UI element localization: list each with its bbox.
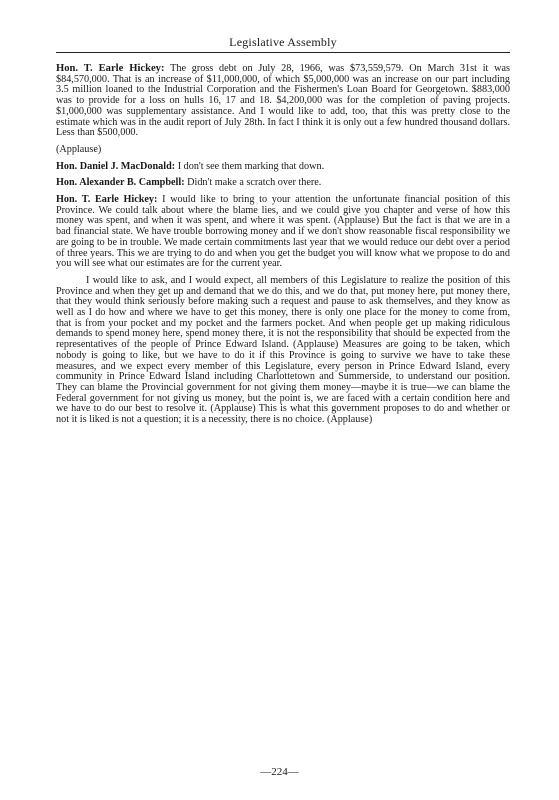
paragraph-hickey-finances — [56, 195, 510, 270]
speech-text: I would like to bring to your attention the unfortunate financial position of this Province. We could talk about where the blame lies, and we could give you chapter and verse of how this money was spent, and when it was spent, and where it was spent. (Applause) But the fact is that we are in a bad financial state. We have trouble borrowing money and if we don't show reasonable fiscal responsibility we are going to be in trouble. We made certain commitments last year that we would reduce our debt over a period of three years. This we are trying to do and when you get the budget you will know what we propose to do and you will see what our estimates are for the current year. — [56, 194, 510, 270]
paragraph-hickey-debt — [56, 64, 510, 139]
header-rule — [56, 52, 510, 53]
paragraph-applause — [56, 145, 510, 156]
speaker-name: Hon. Daniel J. MacDonald: — [56, 160, 176, 172]
speaker-name: Hon. Alexander B. Campbell: — [56, 177, 185, 189]
paragraph-hickey-legislature — [56, 276, 510, 426]
speech-text: Didn't make a scratch over there. — [184, 177, 322, 189]
speech-text: I don't see them marking that down. — [175, 160, 325, 172]
paragraph-macdonald — [56, 162, 510, 173]
speech-text: (Applause) — [56, 143, 102, 155]
speech-text: I would like to ask, and I would expect, all members of this Legislature to realize the position of this Province and when they get up and demand that we do this, and we do that, put money here, put money there, that they would think seriously before making such a request and pause to ask themselves, and they know as well as I do how and where we have to get this money, there is only one place for the money to come from, that is from your pocket and my pocket and the farmers pocket. And when people get up making ridiculous demands to spend money here, spend money there, it is not the responsibility that should be expected from the representatives of the people of Prince Edward Island. (Applause) Measures are going to be taken, which nobody is going to like, but we have to do it if this Province is going to survive we have to take these measures, and we expect every member of this Legislature, every person in Prince Edward Island, every community in Prince Edward Island including Charlottetown and Summerside, to understand our position. They can blame the Provincial government for not giving them money—maybe it is true—we can blame the Federal government for not giving us money, but the point is, we are faced with a certain condition here and we have to do our best to resolve it. (Applause) This is what this government proposes to do and whether or not it is liked is not a question; it is a necessity, there is no choice. (Applause) — [56, 274, 510, 426]
page-number: —224— — [260, 766, 299, 778]
transcript-body — [56, 64, 510, 432]
paragraph-campbell — [56, 178, 510, 189]
running-header: Legislative Assembly — [229, 35, 337, 49]
speaker-name: Hon. T. Earle Hickey: — [56, 63, 165, 74]
speech-text: The gross debt on July 28, 1966, was $73,559,579. On March 31st it was $84,570,000. That is an increase of $11,000,000, of which $5,000,000 was an increase on our part including 3.5 million loaned to the Industrial Corporation and the Fishermen's Loan Board for Georgetown. $883,000 was to provide for a loss on hulls 16, 17 and 18. $4,200,000 was for the completion of paving projects. $1,000,000 was supplementary assistance. And I would like to add, too, that this was pretty close to the estimate which was in the audit report of July 28th. In fact I think it is only out a few hundred thousand dollars. Less than $500,000. — [56, 63, 510, 139]
speaker-name: Hon. T. Earle Hickey: — [56, 194, 158, 206]
